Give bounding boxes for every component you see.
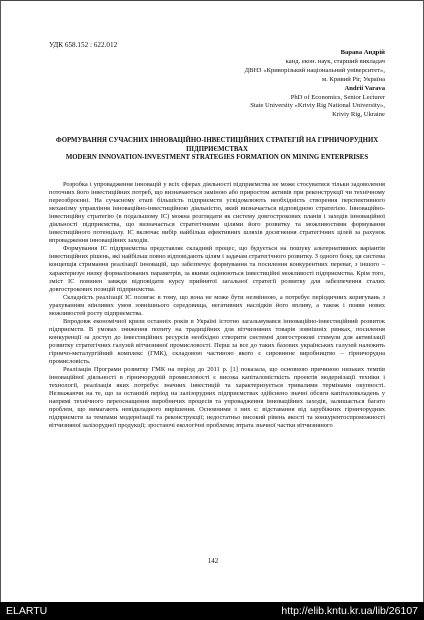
body-paragraph: Реалізація Програми розвитку ГМК на період до 2011 р. [1] показала, що основною причиною низьких темпів інноваційної діяльності в гірничорудній промисловості є висока капіталомісткість проектів модернізації техніки і технології, реалізація яких потребує значних інвестицій та характеризується тривалими термінами окупності. Незважаючи на те, що за останній період на залізорудних підприємствах здійснено значні обсяги капіталовкладень у напрямі технічного переоснащення виробничих процесів та упровадження інноваційних заходів, залишається багато проблем, що вимагають невідкладного вирішення. Основними з них є: відставання від зарубіжних гірничорудних підприємств за темпами модернізації та реконструкції; недостатньо високий рівень якості та конкурентоспроможності вітчизняної залізорудної продукції; зростаючі екологічні проблеми; втрата значної частки вітчизняного xyxy=(49,366,385,430)
author-name-en: Andrii Varava xyxy=(344,84,385,92)
udc-code: УДК 658.152 : 622.012 xyxy=(49,41,118,49)
page-number: 142 xyxy=(207,557,219,565)
author-affiliation-line: State University «Kriviy Rig National University», xyxy=(250,102,385,110)
article-titles xyxy=(49,137,385,163)
body-paragraph: Впродовж економічної кризи останніх років в Україні істотно загальмувався інноваційно-інвестиційний розвиток підприємств. В умовах зниження попиту на традиційних для вітчизняних товарів зовнішніх ринках, посилення конкуренції за доступ до інвестиційних ресурсів необхідно створити системні довгострокові стимули для активізації розвитку стратегічних галузей вітчизняної промисловості. Перш за все до таких базових українських галузей належить гірничо-металургійний комплекс (ГМК), складовою частиною якого є сировинне виробництво – гірничорудна промисловість. xyxy=(49,317,385,366)
footer-url-link[interactable]: http://elib.kntu.kr.ua/lib/26107 xyxy=(281,605,418,617)
author-affiliation-line: м. Кривий Ріг, Україна xyxy=(321,75,385,83)
footer-repository-name: ELARTU xyxy=(6,605,48,617)
author-affiliation-line: PhD of Economics, Senior Lecturer xyxy=(290,93,385,101)
article-title-en: MODERN INNOVATION-INVESTMENT STRATEGIES FORMATION ON MINING ENTERPRISES xyxy=(65,154,369,162)
author-name-uk: Варава Андрій xyxy=(340,49,385,56)
body-paragraph: Складність реалізації ІС полягає в тому, що вона не може бути незмінною, а потребує періодичних коригувань з урахуванням мінливих умов зовнішнього середовища, негативних наслідків його впливу, а також і появи нових можливостей росту підприємства. xyxy=(49,293,385,317)
body-paragraph: Розробка і упровадження інновацій у всіх сферах діяльності підприємства не може стосуватися тільки задоволення поточних його інвестиційних потреб, що визначаються заміною або приростом активів при реконструкції чи технічному переозброєнні. На сучасному етапі більшість підприємств усвідомлюють необхідність створення перспективного механізму управління інноваційно-інвестиційною діяльністю, який визначається відповідною стратегією. Інноваційно-інвестиційну стратегію (в подальшому ІС) можна розглядати як систему довгострокових планів і заходів інноваційної діяльності підприємства, що визначається стратегічними цілями його розвитку та можливостями формування інвестиційного потенціалу. ІС включає вибір найбільш ефективних шляхів досягнення стратегічних цілей за рахунок впровадження інноваційних заходів. xyxy=(49,181,385,245)
author-affiliation-line: канд. екон. наук, старший викладач xyxy=(285,57,385,65)
article-body xyxy=(49,181,385,430)
body-paragraph: Формування ІС підприємства представляє складний процес, що будується на пошуку альтернативних варіантів інвестиційних рішень, які найбільш повно відповідають цілям і задачам стратегічного розвитку. З одного боку, ця система концепція стримання реалізації інновацій, що забезпечує формування та посилення конкурентних переваг, з іншого – характеризує низку формалізованих параметрів, за якими оцінюються інвестиційні можливості підприємства. Крім того, зміст ІС повинен завжди відповідати курсу прийнятої загальної стратегії розвитку для забезпечення сталих довгострокових позицій підприємства. xyxy=(49,245,385,293)
article-title-uk: ФОРМУВАННЯ СУЧАСНИХ ІННОВАЦІЙНО-ІНВЕСТИЦІЙНИХ СТРАТЕГІЙ НА ГІРНИЧОРУДНИХ ПІДПРИЄМСТВАХ xyxy=(55,137,379,153)
author-affiliation-line: ДВНЗ «Криворізький національний університет», xyxy=(244,66,385,74)
author-affiliation-line: Kriviy Rig, Ukraine xyxy=(332,111,385,119)
author-block xyxy=(155,49,385,120)
footer-bar xyxy=(0,602,424,620)
